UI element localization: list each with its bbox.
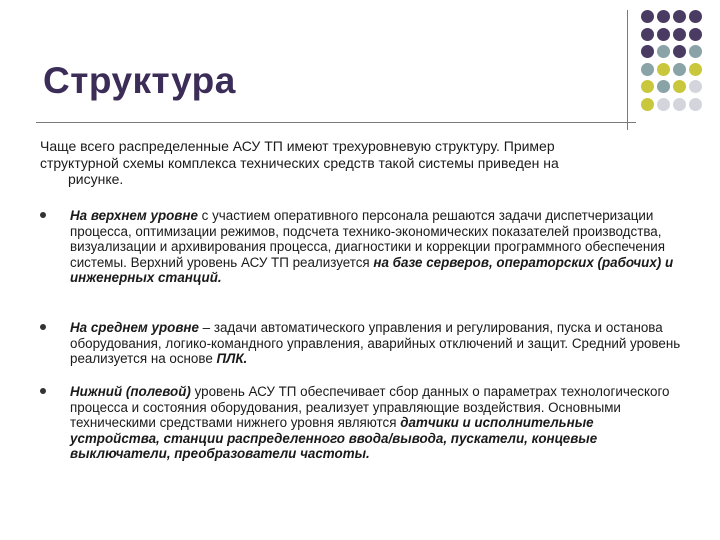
bullet-emphasis: датчики и исполнительные устройства, станции распределенного ввода/вывода, пускатели, концевые выключатели, преобразователи частоты. — [70, 415, 598, 461]
bullet-lead: На верхнем уровне — [70, 208, 198, 223]
decorative-dot — [673, 10, 686, 23]
horizontal-divider — [36, 122, 636, 123]
bullet-body: уровень АСУ ТП обеспечивает сбор данных о параметрах технологического процесса и состояния оборудования, реализует управляющие воздействия. Основными техническими средствами нижнего уровня являются — [70, 384, 670, 430]
decorative-dot — [641, 10, 654, 23]
decorative-dot — [673, 63, 686, 76]
decorative-dot — [657, 63, 670, 76]
intro-line-3: рисунке. — [68, 171, 124, 187]
decorative-dot — [689, 80, 702, 93]
bullet-icon — [40, 324, 46, 330]
decorative-dot — [641, 80, 654, 93]
intro-paragraph — [40, 138, 680, 188]
decorative-dot — [657, 28, 670, 41]
bullet-icon — [40, 388, 46, 394]
list-item-text — [70, 320, 686, 367]
intro-line-1: Чаще всего распределенные АСУ ТП имеют трехуровневую структуру. Пример — [40, 138, 555, 154]
decorative-dot — [689, 10, 702, 23]
bullet-body: с участием оперативного персонала решаются задачи диспетчеризации процесса, оптимизации режимов, подсчета технико-экономических показателей производства, визуализации и архивирования процесса, диагностики и коррекции программного обеспечения системы. Верхний уровень АСУ ТП реализуется — [70, 208, 665, 270]
decorative-dot — [641, 98, 654, 111]
list-item — [36, 320, 686, 367]
bullet-body: – задачи автоматического управления и регулирования, пуска и останова оборудования, логико-командного управления, аварийных отключений и защит. Средний уровень реализуется на основе — [70, 320, 681, 366]
decorative-dot — [657, 10, 670, 23]
list-item-text — [70, 208, 686, 286]
decorative-dot — [641, 28, 654, 41]
decorative-dot — [641, 45, 654, 58]
decorative-dot — [673, 45, 686, 58]
decorative-dot — [673, 28, 686, 41]
decorative-dot — [673, 80, 686, 93]
vertical-divider — [627, 10, 628, 130]
bullet-lead: На среднем уровне — [70, 320, 199, 335]
list-item — [36, 208, 686, 286]
decorative-dot — [689, 98, 702, 111]
decorative-dot — [689, 28, 702, 41]
list-item-text — [70, 384, 686, 462]
decorative-dot — [689, 63, 702, 76]
slide-title: Структура — [43, 60, 236, 101]
list-item — [36, 384, 686, 462]
intro-line-2: структурной схемы комплекса технических средств такой системы приведен на — [40, 154, 559, 171]
bullet-lead: Нижний (полевой) — [70, 384, 191, 399]
decorative-dot — [657, 80, 670, 93]
decorative-dot — [641, 63, 654, 76]
bullet-emphasis: ПЛК. — [216, 351, 248, 366]
decorative-dot — [673, 98, 686, 111]
decorative-dot — [689, 45, 702, 58]
bullet-icon — [40, 212, 46, 218]
decorative-dot — [657, 98, 670, 111]
bullet-emphasis: на базе серверов, операторских (рабочих) и инженерных станций. — [70, 254, 674, 285]
decorative-dot — [657, 45, 670, 58]
